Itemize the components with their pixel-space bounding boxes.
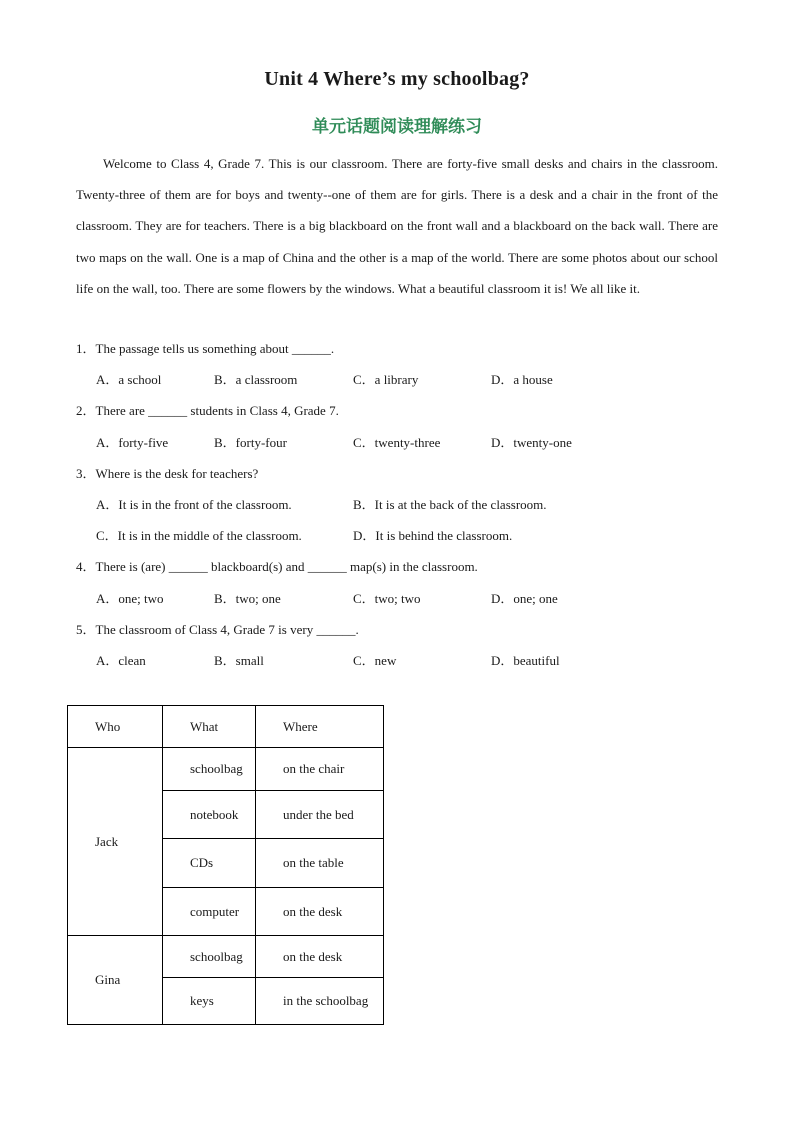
location-cell: on the table (256, 839, 384, 888)
person-gina: Gina (68, 936, 163, 1025)
header-what: What (163, 706, 256, 748)
item-cell: CDs (163, 839, 256, 888)
question-4: 4．There is (are) ______ blackboard(s) and ______ map(s) in the classroom. (76, 559, 478, 574)
question-5-option-b[interactable]: B．small (214, 653, 264, 668)
question-3-option-d[interactable]: D．It is behind the classroom. (353, 528, 513, 543)
question-4-option-a[interactable]: A．one; two (96, 591, 164, 606)
question-3-option-a[interactable]: A．It is in the front of the classroom. (96, 497, 292, 512)
question-2-option-a[interactable]: A．forty-five (96, 435, 169, 450)
question-5-option-a[interactable]: A．clean (96, 653, 146, 668)
location-cell: in the schoolbag (256, 978, 384, 1025)
question-1-option-d[interactable]: D．a house (491, 372, 553, 387)
question-2-option-c[interactable]: C．twenty-three (353, 435, 441, 450)
table-row (68, 748, 384, 791)
question-2-option-b[interactable]: B．forty-four (214, 435, 287, 450)
location-table (67, 705, 384, 1025)
question-1-option-a[interactable]: A．a school (96, 372, 162, 387)
table-header-row (68, 706, 384, 748)
location-cell: on the desk (256, 936, 384, 978)
question-5: 5．The classroom of Class 4, Grade 7 is very ______. (76, 622, 359, 637)
reading-passage: Welcome to Class 4, Grade 7. This is our classroom. There are forty-five small desks and chairs in the classroom. Twenty-three of them are for boys and twenty--one of them are for girls. There is a desk and a chair in the front of the classroom. They are for teachers. There is a big blackboard on the front wall and a blackboard on the back wall. There are two maps on the wall. One is a map of China and the other is a map of the world. There are some photos about our school life on the wall, too. There are some flowers by the windows. What a beautiful classroom it is! We all like it. (76, 156, 718, 296)
item-cell: notebook (163, 791, 256, 839)
location-cell: under the bed (256, 791, 384, 839)
question-5-option-d[interactable]: D．beautiful (491, 653, 560, 668)
question-2: 2．There are ______ students in Class 4, Grade 7. (76, 403, 339, 418)
header-who: Who (68, 706, 163, 748)
table-row (68, 936, 384, 978)
item-cell: schoolbag (163, 936, 256, 978)
question-4-option-d[interactable]: D．one; one (491, 591, 558, 606)
location-cell: on the chair (256, 748, 384, 791)
person-jack: Jack (68, 748, 163, 936)
question-3: 3．Where is the desk for teachers? (76, 466, 259, 481)
question-1: 1．The passage tells us something about ______. (76, 341, 335, 356)
item-cell: keys (163, 978, 256, 1025)
location-cell: on the desk (256, 888, 384, 936)
item-cell: schoolbag (163, 748, 256, 791)
question-1-option-c[interactable]: C．a library (353, 372, 419, 387)
question-4-option-c[interactable]: C．two; two (353, 591, 421, 606)
question-3-option-c[interactable]: C．It is in the middle of the classroom. (96, 528, 302, 543)
question-3-option-b[interactable]: B．It is at the back of the classroom. (353, 497, 547, 512)
question-1-option-b[interactable]: B．a classroom (214, 372, 298, 387)
item-cell: computer (163, 888, 256, 936)
page-subtitle: 单元话题阅读理解练习 (312, 117, 482, 137)
question-5-option-c[interactable]: C．new (353, 653, 397, 668)
page-title: Unit 4 Where’s my schoolbag? (264, 68, 530, 90)
question-4-option-b[interactable]: B．two; one (214, 591, 281, 606)
question-2-option-d[interactable]: D．twenty-one (491, 435, 572, 450)
header-where: Where (256, 706, 384, 748)
